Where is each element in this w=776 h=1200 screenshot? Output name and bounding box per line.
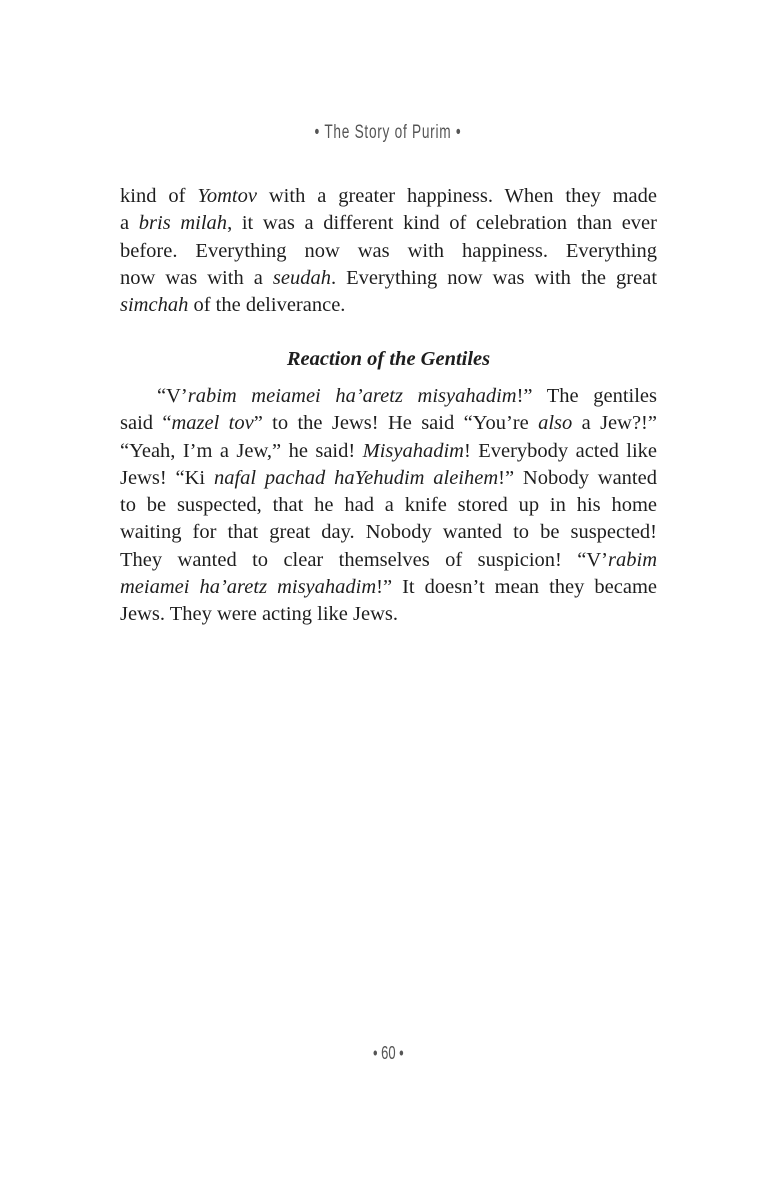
italic-text: mazel tov [171,412,254,435]
text-run: with a greater happiness. When they made [256,185,657,207]
text-run: of the deliverance. [188,294,346,317]
text-line [120,383,657,410]
italic-text: nafal pachad haYehudim aleihem [213,466,499,489]
italic-text: rabim meiamei ha’aretz misyahadim [187,385,517,407]
text-run: “V’ [157,385,188,407]
text-run: ” to the Jews! He said “You’re [253,412,539,435]
page-number [0,1043,776,1064]
text-line [120,410,657,437]
italic-text: rabim [608,548,657,571]
text-line [120,210,657,237]
text-run: waiting for that great day. Nobody wanted to be suspected! [120,521,657,544]
section-heading: Reaction of the Gentiles [286,348,491,370]
text-line [120,574,657,601]
text-line [120,465,657,492]
italic-text: simchah [120,294,189,317]
text-line [120,492,657,519]
section-heading-container [120,346,657,373]
text-line [120,547,657,574]
italic-text: Yomtov [197,185,257,207]
text-run: kind of [120,185,198,207]
text-run: to be suspected, that he had a knife stored up in his home [120,494,657,517]
text-run: Jews. They were acting like Jews. [120,603,399,626]
text-line [120,601,657,628]
text-run: now was with a [120,266,273,289]
text-run: ! Everybody acted like [463,439,658,462]
text-run: a Jew?!” [572,412,657,435]
text-run: “Yeah, I’m a Jew,” he said! [120,439,363,462]
text-run: a [120,212,139,235]
text-line [120,292,657,319]
text-run: . Everything now was with the great [330,266,658,289]
text-run: before. Everything now was with happiness. Everything [120,239,657,262]
text-line [120,183,657,210]
text-run: , it was a different kind of celebration than ever [227,212,657,235]
text-run: !” The gentiles [516,385,657,407]
paragraph-1 [120,183,657,319]
text-line [120,519,657,546]
running-head-text: • The Story of Purim • [314,122,462,143]
italic-text: seudah [272,266,331,289]
page-number-text: • 60 • [372,1043,404,1063]
text-line [120,265,657,292]
text-run: !” Nobody wanted [498,466,657,489]
text-run: Jews! “Ki [120,466,214,489]
italic-text: Misyahadim [362,439,464,462]
text-run: said “ [120,412,172,435]
running-head [0,122,776,144]
text-run: They wanted to clear themselves of suspicion! “V’ [120,548,609,571]
italic-text: bris milah [138,212,228,235]
text-line [120,238,657,265]
text-run: !” It doesn’t mean they became [376,576,657,599]
italic-text: also [538,412,573,435]
italic-text: meiamei ha’aretz misyahadim [120,576,377,599]
text-line [120,438,657,465]
paragraph-2 [120,383,657,629]
